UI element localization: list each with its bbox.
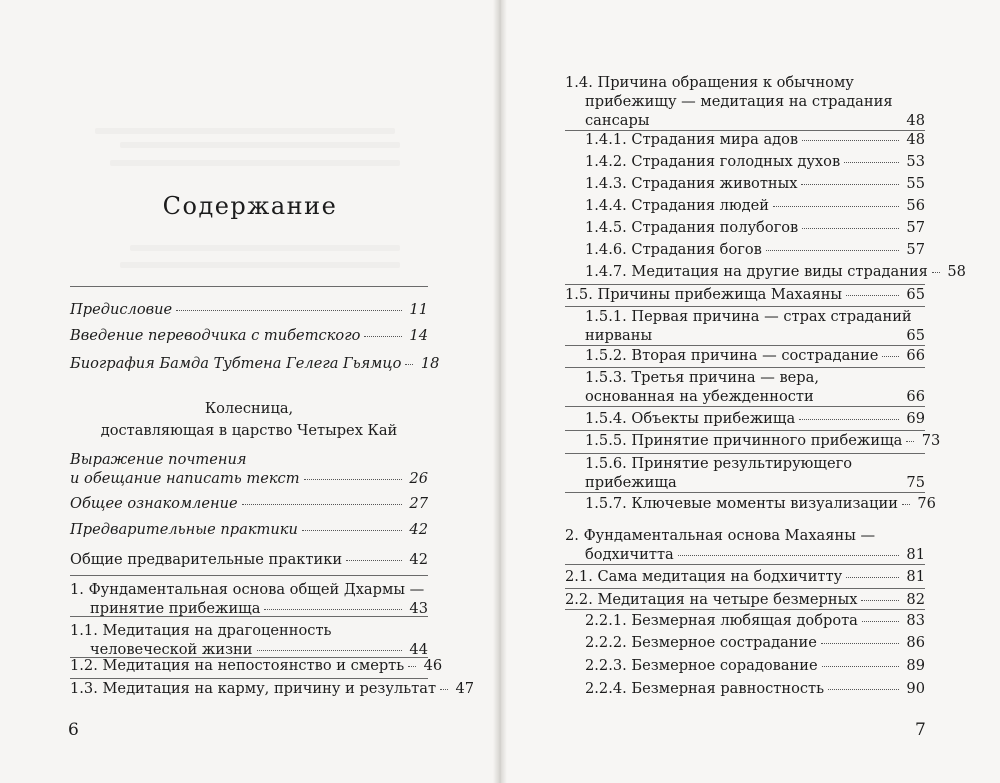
toc-entry-text: 2.2.3. Безмерное сорадование — [585, 657, 818, 674]
toc-entry[interactable] — [585, 473, 925, 492]
toc-leader — [302, 530, 402, 531]
toc-entry-text: принятие прибежища — [90, 600, 261, 617]
toc-entry[interactable] — [70, 520, 428, 539]
toc-entry[interactable] — [70, 656, 443, 675]
toc-entry[interactable] — [585, 409, 925, 428]
toc-entry-line1: 1.1. Медитация на драгоценность — [70, 622, 332, 639]
toc-entry[interactable] — [70, 494, 428, 513]
toc-entry-text: Предварительные практики — [70, 521, 298, 538]
toc-entry-page: 58 — [947, 263, 966, 280]
toc-entry[interactable] — [70, 469, 428, 488]
section-rule — [565, 406, 925, 407]
toc-entry-text: 1.4.2. Страдания голодных духов — [585, 153, 841, 170]
toc-leader — [882, 356, 899, 357]
toc-entry-text: основанная на убежденности — [585, 388, 814, 405]
toc-leader — [802, 228, 899, 229]
toc-entry-text: 1.4.5. Страдания полубогов — [585, 219, 799, 236]
left-page — [0, 0, 497, 783]
section-rule — [565, 564, 925, 565]
toc-entry-page: 14 — [409, 327, 428, 344]
toc-leader — [440, 689, 448, 690]
toc-leader — [242, 504, 402, 505]
toc-leader — [681, 483, 899, 484]
show-through-mark — [120, 142, 400, 148]
toc-entry[interactable] — [70, 300, 428, 319]
toc-entry-text: 1.4.3. Страдания животных — [585, 175, 798, 192]
toc-entry-line1: Выражение почтения — [70, 451, 247, 468]
section-rule — [565, 588, 925, 589]
section-heading — [70, 398, 428, 442]
toc-leader — [176, 310, 402, 311]
toc-entry[interactable] — [585, 387, 925, 406]
toc-entry-text: 1.3. Медитация на карму, причину и результат — [70, 680, 437, 697]
book-gutter — [493, 0, 507, 783]
page-number: 6 — [68, 720, 79, 740]
toc-entry-line2: прибежищу — медитация на страдания — [585, 93, 893, 110]
toc-entry-page: 53 — [906, 153, 925, 170]
toc-entry[interactable] — [70, 326, 428, 345]
toc-entry-page: 55 — [906, 175, 925, 192]
toc-entry-page: 82 — [906, 591, 925, 608]
toc-entry-page: 48 — [906, 112, 925, 129]
toc-entry-text: 2.2.2. Безмерное сострадание — [585, 634, 817, 651]
toc-entry-text: 1.5.5. Принятие причинного прибежища — [585, 432, 903, 449]
title-text: Содержание — [162, 192, 338, 220]
toc-entry-page: 69 — [906, 410, 925, 427]
toc-leader — [818, 397, 899, 398]
toc-entry[interactable] — [585, 174, 925, 193]
toc-entry-text: 2.1. Сама медитация на бодхичитту — [565, 568, 843, 585]
toc-entry[interactable] — [585, 346, 925, 365]
toc-entry-page: 65 — [906, 286, 925, 303]
toc-entry-text: 1.5.7. Ключевые моменты визуализации — [585, 495, 898, 512]
toc-entry-text: Биография Бамда Тубтена Гелега Гьямцо — [70, 355, 402, 372]
toc-entry[interactable] — [565, 285, 925, 304]
toc-entry-line1: 1.5.3. Третья причина — вера, — [585, 369, 819, 386]
toc-entry[interactable] — [585, 218, 925, 237]
toc-leader — [257, 650, 403, 651]
toc-leader — [656, 336, 899, 337]
toc-entry-text: бодхичитта — [585, 546, 674, 563]
toc-entry-text: 1.4.4. Страдания людей — [585, 197, 770, 214]
toc-leader — [304, 479, 402, 480]
toc-leader — [801, 184, 899, 185]
toc-entry[interactable] — [585, 326, 925, 345]
toc-leader — [844, 162, 899, 163]
toc-leader — [408, 666, 416, 667]
toc-leader — [828, 689, 899, 690]
toc-entry[interactable] — [585, 152, 925, 171]
page-title — [70, 192, 430, 220]
toc-leader — [773, 206, 899, 207]
section-heading-line2: доставляющая в царство Четырех Кай — [100, 422, 398, 439]
toc-entry-page: 66 — [906, 347, 925, 364]
toc-leader — [822, 666, 899, 667]
show-through-mark — [130, 245, 400, 251]
toc-entry-page: 48 — [906, 131, 925, 148]
show-through-mark — [95, 128, 395, 134]
toc-entry[interactable] — [585, 656, 925, 675]
toc-entry-text: и обещание написать текст — [70, 470, 300, 487]
toc-entry-text: 1.5.2. Вторая причина — сострадание — [585, 347, 879, 364]
page-number: 7 — [915, 720, 926, 740]
toc-entry[interactable] — [585, 262, 966, 281]
toc-leader — [902, 504, 910, 505]
toc-entry-page: 47 — [455, 680, 475, 697]
toc-entry-text: Общее ознакомление — [70, 495, 238, 512]
toc-entry[interactable] — [585, 545, 925, 564]
toc-entry-page: 26 — [409, 470, 428, 487]
toc-leader — [802, 140, 899, 141]
toc-leader — [861, 600, 899, 601]
section-heading-line1: Колесница, — [204, 400, 294, 417]
toc-entry-page: 57 — [906, 241, 925, 258]
toc-entry[interactable] — [70, 354, 440, 373]
toc-entry-line1: 1.4. Причина обращения к обычному — [565, 74, 854, 91]
toc-leader — [799, 419, 899, 420]
toc-entry-text: 2.2. Медитация на четыре безмерных — [565, 591, 858, 608]
toc-entry[interactable] — [585, 679, 925, 698]
section-rule — [70, 575, 428, 576]
toc-entry-page: 73 — [921, 432, 941, 449]
toc-leader — [846, 577, 899, 578]
toc-entry-page: 44 — [409, 641, 428, 658]
toc-leader — [766, 250, 899, 251]
toc-entry-page: 42 — [409, 521, 428, 538]
section-rule — [70, 616, 428, 617]
toc-entry-text: 1.4.7. Медитация на другие виды страдания — [585, 263, 928, 280]
toc-entry-text: 1.4.1. Страдания мира адов — [585, 131, 799, 148]
section-rule — [565, 609, 925, 610]
toc-entry-text: 1.5.4. Объекты прибежища — [585, 410, 796, 427]
toc-leader — [364, 336, 402, 337]
toc-entry-page: 56 — [906, 197, 925, 214]
toc-entry-page: 46 — [423, 657, 443, 674]
toc-entry-page: 75 — [906, 474, 925, 491]
toc-entry-page: 65 — [906, 327, 925, 344]
toc-leader — [405, 364, 413, 365]
toc-entry-text: нирваны — [585, 327, 653, 344]
toc-entry-text: Общие предварительные практики — [70, 551, 343, 568]
toc-entry-page: 57 — [906, 219, 925, 236]
toc-entry-page: 86 — [906, 634, 925, 651]
toc-entry[interactable] — [585, 611, 925, 630]
toc-leader — [653, 121, 899, 122]
toc-entry-page: 43 — [409, 600, 428, 617]
toc-entry-text: 1.5. Причины прибежища Махаяны — [565, 286, 843, 303]
toc-entry-page: 76 — [917, 495, 936, 512]
toc-leader — [346, 560, 402, 561]
toc-entry[interactable] — [70, 550, 428, 569]
toc-entry-text: Введение переводчика с тибетского — [70, 327, 361, 344]
toc-entry[interactable] — [585, 431, 941, 450]
toc-entry-text: 1.4.6. Страдания богов — [585, 241, 762, 258]
toc-entry-page: 11 — [409, 301, 428, 318]
toc-leader — [678, 555, 899, 556]
toc-entry-page: 89 — [906, 657, 925, 674]
toc-entry-line1: 1.5.1. Первая причина — страх страданий — [585, 308, 912, 325]
toc-entry[interactable] — [565, 567, 925, 586]
toc-leader — [264, 609, 402, 610]
toc-entry-page: 27 — [409, 495, 428, 512]
section-rule — [565, 492, 925, 493]
toc-entry-page: 18 — [420, 355, 440, 372]
toc-leader — [906, 441, 914, 442]
toc-leader — [862, 621, 899, 622]
show-through-mark — [110, 160, 400, 166]
toc-leader — [821, 643, 899, 644]
toc-entry-page: 66 — [906, 388, 925, 405]
toc-leader — [846, 295, 899, 296]
toc-entry-text: человеческой жизни — [90, 641, 253, 658]
toc-leader — [932, 272, 940, 273]
toc-entry-page: 81 — [906, 568, 925, 585]
toc-entry-text: прибежища — [585, 474, 677, 491]
toc-entry[interactable] — [585, 111, 925, 130]
toc-entry[interactable] — [585, 633, 925, 652]
toc-entry-text: 2.2.1. Безмерная любящая доброта — [585, 612, 858, 629]
toc-entry-page: 81 — [906, 546, 925, 563]
toc-entry[interactable] — [585, 196, 925, 215]
toc-entry-page: 83 — [906, 612, 925, 629]
toc-entry-page: 90 — [906, 680, 925, 697]
toc-entry-text: 2.2.4. Безмерная равностность — [585, 680, 825, 697]
toc-entry-line1: 2. Фундаментальная основа Махаяны — — [565, 527, 876, 544]
toc-entry[interactable] — [565, 590, 925, 609]
toc-entry-line1: 1. Фундаментальная основа общей Дхармы — — [70, 581, 425, 598]
toc-entry[interactable] — [585, 130, 925, 149]
toc-entry-page: 42 — [409, 551, 428, 568]
toc-entry-text: 1.2. Медитация на непостоянство и смерть — [70, 657, 405, 674]
right-page — [503, 0, 1000, 783]
toc-entry-text: сансары — [585, 112, 650, 129]
toc-entry[interactable] — [70, 679, 475, 698]
toc-entry-line1: 1.5.6. Принятие результирующего — [585, 455, 853, 472]
show-through-mark — [120, 262, 400, 268]
toc-entry[interactable] — [585, 240, 925, 259]
toc-entry[interactable] — [585, 494, 936, 513]
toc-entry-text: Предисловие — [70, 301, 173, 318]
title-rule — [70, 286, 428, 287]
